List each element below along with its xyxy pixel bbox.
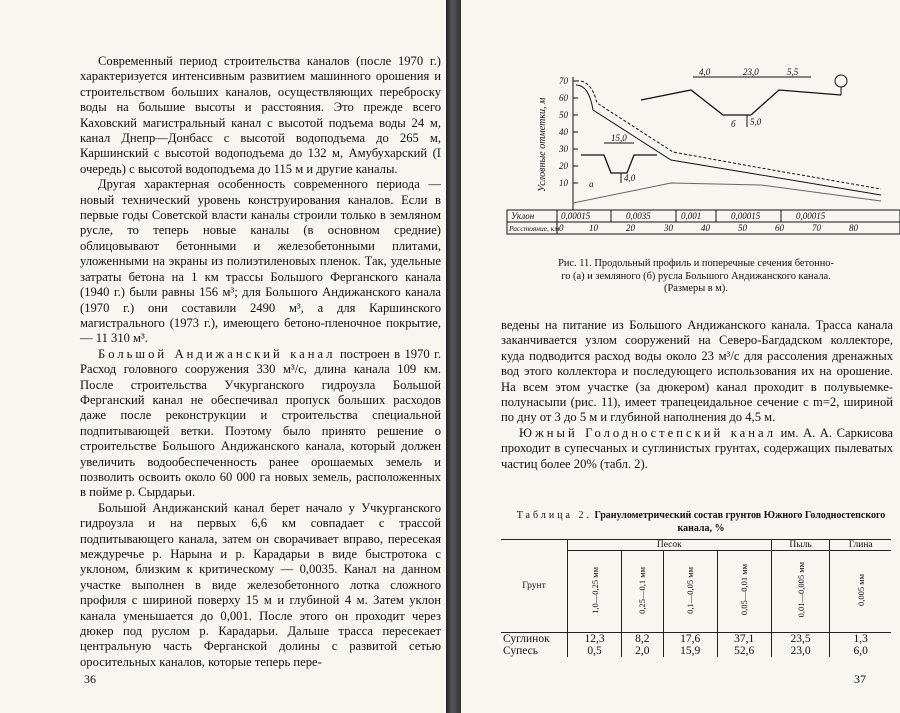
book-gutter bbox=[446, 0, 461, 713]
distance-tick: 0 bbox=[559, 223, 564, 233]
soil-header: Грунт bbox=[522, 581, 546, 591]
dim-b-depth: 5,0 bbox=[750, 117, 762, 127]
fraction-header: 0,01—0,005 мм bbox=[795, 562, 806, 618]
fraction-header: 0,1—0,05 мм bbox=[685, 566, 696, 614]
paragraph-south-golodnaya: Южный Голодностепский канал им. А. А. Саркисова проходит в супесчаных и суглинистых грунтах, содержащих пылеватых частиц более 20% (табл. 2). bbox=[501, 425, 893, 471]
y-tick: 70 bbox=[559, 76, 568, 86]
section-b-label: б bbox=[731, 119, 736, 129]
distance-tick: 70 bbox=[812, 223, 821, 233]
fraction-header: 1,0—0,25 мм bbox=[589, 566, 600, 614]
table-title: Таблица 2. Гранулометрический состав грунтов Южного Голодностепского канала, % bbox=[516, 510, 886, 534]
distance-tick: 20 bbox=[626, 223, 635, 233]
ground-profile bbox=[573, 183, 881, 203]
distance-tick: 30 bbox=[664, 223, 673, 233]
dim-b-left: 4,0 bbox=[699, 67, 711, 77]
group-header: Песок bbox=[568, 540, 772, 551]
tree-icon bbox=[835, 75, 847, 87]
dim-b-right: 5,5 bbox=[787, 67, 799, 77]
page-number-right: 37 bbox=[854, 672, 866, 686]
paragraph-technical-level: Другая характерная особенность современного периода — новый технический уровень конструирования каналов. Если в первые годы Советской власти каналы строили только в земляном русле, то теперь новые каналы (в основном средние) облицовывают бетонными и железобетонными плитами, уложенными на экраны из полиэтиленовых пленок. Так, удельные затраты бетона на 1 км трассы Большого Ферганского канала (1940 г.) были равны 156 м³; для Большого Андижанского канала (1970 г.) они составили 2490 м³, а для Каршинского магистрального (1973 г.), имеющего бетоно-пленочное покрытие, — 11 310 м³. bbox=[80, 177, 441, 346]
page-number-left: 36 bbox=[84, 672, 96, 686]
paragraph-big-andijan: Большой Андижанский канал построен в 1970 г. Расход головного сооружения 330 м³/с, длина канала 109 км. После строительства Учкурганского гидроузла Большой Ферганский канал не обеспечивал пропуск больших расходов даже после реконструкции и строительства специальной подпитывающей ветки. Поэтому было принято решение о строительстве Большого Андижанского канала, который должен увеличить водообеспеченность ранее орошаемых земель и позволить освоить около 60 000 га новых земель, расположенных в пойме р. Сырдарьи. bbox=[80, 346, 441, 500]
slope-label: Уклон bbox=[511, 211, 535, 221]
left-text-block bbox=[80, 54, 441, 670]
slope-value: 0,00015 bbox=[731, 211, 761, 221]
term-big-andijan: Большой Андижанский канал bbox=[98, 346, 336, 361]
distance-tick: 80 bbox=[849, 223, 858, 233]
table-row: Суглинок 12,3 8,2 17,6 37,1 23,5 1,3 bbox=[501, 633, 891, 646]
term-south-golodnaya: Южный Голодностепский канал bbox=[519, 425, 776, 440]
group-header: Глина bbox=[830, 540, 891, 551]
cross-section-b bbox=[641, 90, 841, 115]
distance-label: Расстояние, км bbox=[509, 224, 560, 233]
slope-value: 0,0035 bbox=[626, 211, 651, 221]
paragraph-continued: ведены на питание из Большого Андижанского канала. Трасса канала заканчивается узлом сооружений на Северо-Багдадском коллекторе, куда подводится расход воды около 23 м³/с для рассоления дренажных вод этого коллектора и последующего использования их на орошение. На всем этом участке (за дюкером) канал проходит в полувыемке-полунасыпи (рис. 11), имеет трапецеидальное сечение с m=2, шириной по дну от 3 до 5 м и глубиной наполнения до 4,5 м. bbox=[501, 318, 893, 425]
distance-tick: 10 bbox=[589, 223, 598, 233]
fraction-header: 0,005 мм bbox=[855, 573, 866, 606]
slope-value: 0,00015 bbox=[561, 211, 591, 221]
cross-section-a bbox=[581, 155, 657, 173]
left-page bbox=[0, 0, 446, 713]
dim-a-depth: 4,0 bbox=[624, 173, 636, 183]
section-a-label: а bbox=[589, 179, 594, 189]
slope-value: 0,00015 bbox=[796, 211, 826, 221]
fraction-header: 0,05—0,01 мм bbox=[739, 564, 750, 616]
dim-b-width: 23,0 bbox=[743, 67, 759, 77]
right-page bbox=[461, 0, 900, 713]
figure-caption: Рис. 11. Продольный профиль и поперечные сечения бетонно- го (а) и земляного (б) русла Большого Андижанского канала. (Размеры в м). bbox=[558, 258, 834, 295]
fraction-header: 0,25—0,1 мм bbox=[637, 566, 648, 614]
y-tick: 50 bbox=[559, 110, 568, 120]
granulometry-table bbox=[501, 539, 891, 657]
right-text-block bbox=[501, 318, 893, 472]
paragraph-route: Большой Андижанский канал берет начало у Учкурганского гидроузла и на первых 6,6 км совпадает с трассой подпитывающего канала, затем он сворачивает вправо, пересекая междуречье р. Нарына и р. Карадарьи в виде быстротока с уклоном, близким к критическому — 0,0035. Канал на данном участке выполнен в виде железобетонного лотка сложного профиля с шириной поверху 15 м и глубиной 4 м. Затем уклон канала уменьшается до 0,001. После этого он проходит через дюкер под руслом р. Карадарьи. Дальше трасса пересекает центральную часть Ферганской долины с развитой сетью оросительных каналов, которые теперь пере- bbox=[80, 500, 441, 669]
slope-value: 0,001 bbox=[681, 211, 702, 221]
y-tick: 20 bbox=[559, 161, 568, 171]
y-tick: 60 bbox=[559, 93, 568, 103]
distance-tick: 60 bbox=[775, 223, 784, 233]
distance-tick: 50 bbox=[738, 223, 747, 233]
table-row: Супесь 0,5 2,0 15,9 52,6 23,0 6,0 bbox=[501, 645, 891, 657]
distance-tick: 40 bbox=[701, 223, 710, 233]
y-tick: 30 bbox=[559, 144, 568, 154]
y-tick: 40 bbox=[559, 127, 568, 137]
y-axis-title: Условные отметки, м bbox=[537, 97, 548, 192]
dim-a-width: 15,0 bbox=[611, 133, 627, 143]
group-header: Пыль bbox=[771, 540, 830, 551]
paragraph-modern-period: Современный период строительства каналов (после 1970 г.) характеризуется интенсивным развитием машинного орошения и строительством больших каналов, осуществляющих переброску воды на большие высоты и расстояния. Это прежде всего Каховский магистральный канал с высотой подъема воды 24 м, канал Днепр—Донбасс с высотой водоподъема до 265 м, Каршинский с высотой водоподъема до 132 м, Амубухарский (I очередь) с высотой водоподъема до 115 м и другие каналы. bbox=[80, 54, 441, 176]
y-tick: 10 bbox=[559, 178, 568, 188]
